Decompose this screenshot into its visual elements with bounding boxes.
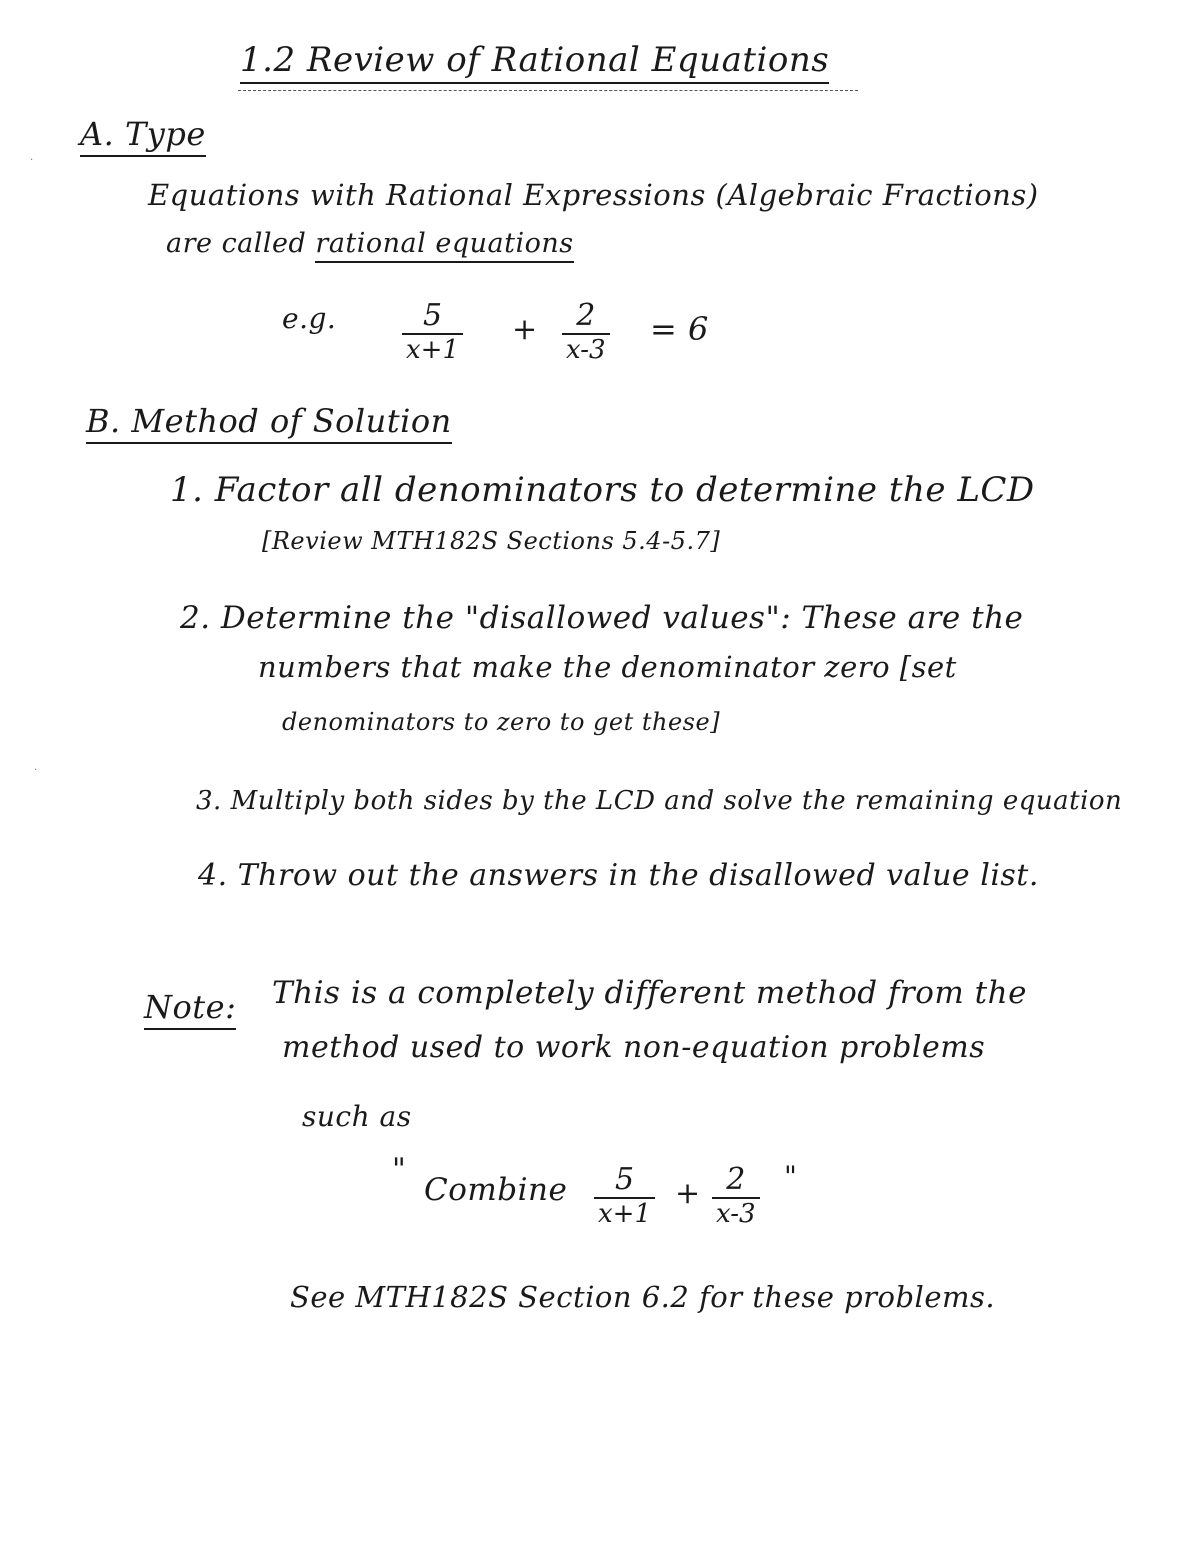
example-equals: = 6 bbox=[650, 310, 709, 348]
fraction-denominator: x+1 bbox=[406, 335, 459, 365]
fraction-denominator: x-3 bbox=[566, 335, 606, 365]
page-title: 1.2 Review of Rational Equations bbox=[240, 40, 829, 84]
example-fraction-1 bbox=[402, 298, 463, 365]
type-line-2 bbox=[166, 228, 574, 259]
combine-fraction-2 bbox=[712, 1162, 760, 1229]
step-1-note: [Review MTH182S Sections 5.4-5.7] bbox=[262, 527, 721, 555]
fraction-denominator: x-3 bbox=[716, 1199, 756, 1229]
note-line-1: This is a completely different method from the bbox=[272, 975, 1027, 1011]
fraction-denominator: x+1 bbox=[598, 1199, 651, 1229]
combine-word: Combine bbox=[424, 1172, 568, 1208]
note-line-2: method used to work non-equation problems bbox=[282, 1030, 986, 1065]
fraction-numerator: 2 bbox=[576, 298, 596, 333]
rational-equations-term: rational equations bbox=[315, 228, 573, 263]
combine-fraction-1 bbox=[594, 1162, 655, 1229]
scan-speck: · bbox=[30, 155, 34, 166]
fraction-numerator: 5 bbox=[614, 1162, 635, 1197]
fraction-numerator: 5 bbox=[422, 298, 443, 333]
step-2-line-2: numbers that make the denominator zero [set bbox=[258, 650, 957, 684]
title-underline bbox=[238, 90, 858, 91]
note-label: Note: bbox=[144, 988, 236, 1030]
scan-speck: · bbox=[34, 765, 38, 776]
combine-close-quote: " bbox=[784, 1160, 798, 1193]
step-4: 4. Throw out the answers in the disallowed value list. bbox=[198, 858, 1039, 893]
section-a-heading: A. Type bbox=[80, 115, 206, 157]
combine-open-quote: " bbox=[392, 1152, 407, 1187]
step-2-line-1: 2. Determine the "disallowed values": These are the bbox=[180, 600, 1024, 636]
type-line-2-prefix: are called bbox=[166, 228, 316, 259]
example-prefix: e.g. bbox=[282, 302, 337, 335]
note-line-3: such as bbox=[302, 1100, 412, 1133]
section-b-heading: B. Method of Solution bbox=[86, 402, 452, 444]
combine-plus: + bbox=[675, 1176, 701, 1211]
example-plus: + bbox=[512, 312, 538, 347]
step-1: 1. Factor all denominators to determine the LCD bbox=[170, 470, 1035, 510]
step-2-line-3: denominators to zero to get these] bbox=[282, 708, 721, 736]
example-fraction-2 bbox=[562, 298, 610, 365]
fraction-numerator: 2 bbox=[726, 1162, 746, 1197]
step-3: 3. Multiply both sides by the LCD and solve the remaining equation bbox=[196, 786, 1123, 816]
see-reference: See MTH182S Section 6.2 for these problems. bbox=[290, 1280, 996, 1314]
type-line-1: Equations with Rational Expressions (Algebraic Fractions) bbox=[148, 178, 1039, 212]
